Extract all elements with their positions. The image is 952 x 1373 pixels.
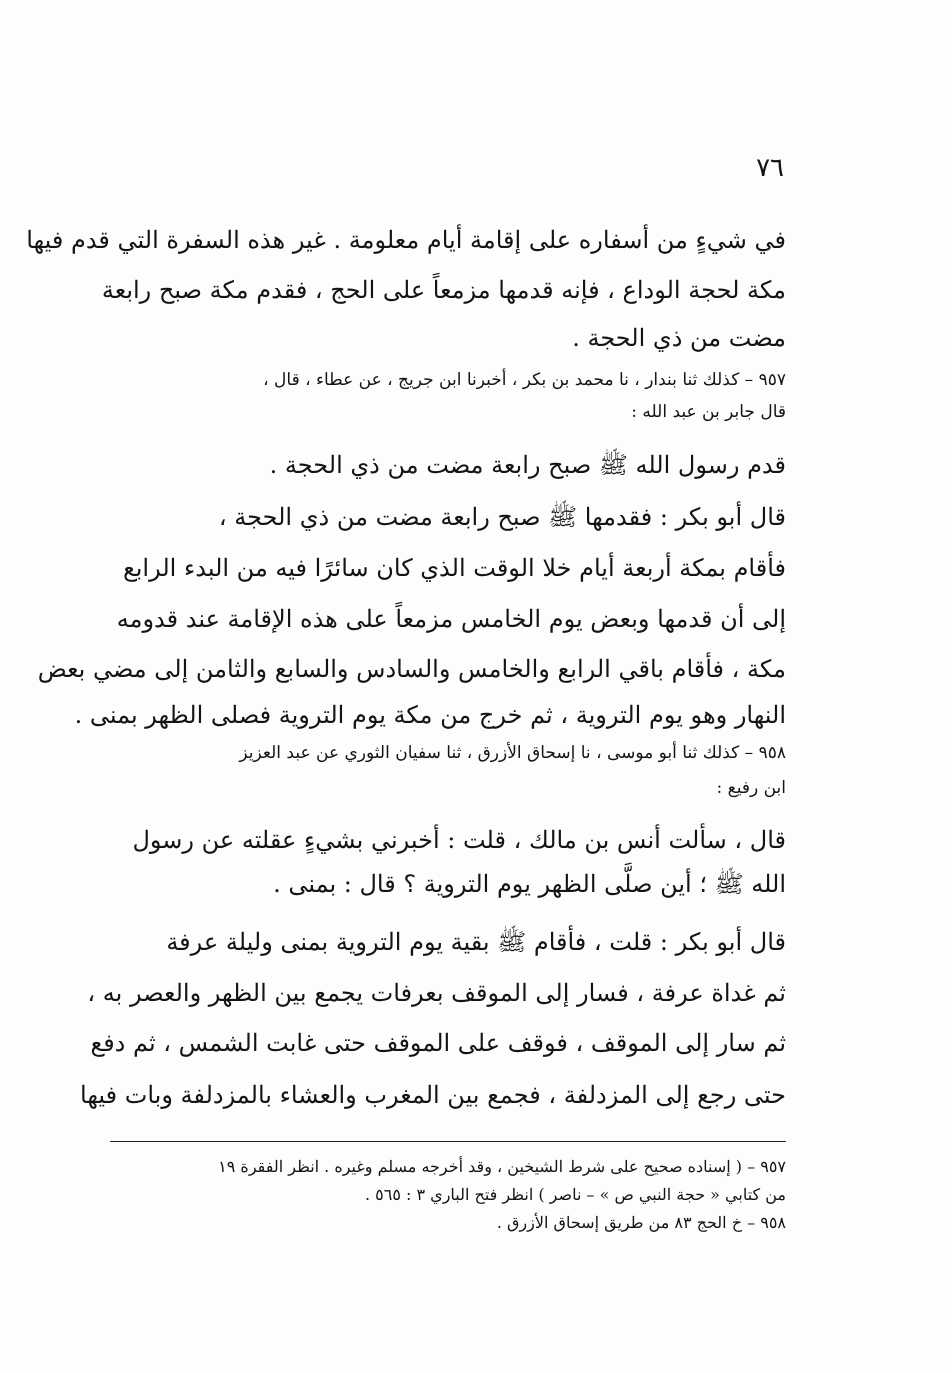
body-line: مضت من ذي الحجة . (572, 324, 786, 352)
body-line: مكة ، فأقام باقي الرابع والخامس والسادس والسابع والثامن إلى مضي بعض (37, 655, 786, 683)
body-line: مكة لحجة الوداع ، فإنه قدمها مزمعاً على الحج ، فقدم مكة صبح رابعة (101, 276, 786, 304)
body-line: النهار وهو يوم التروية ، ثم خرج من مكة يوم التروية فصلى الظهر بمنى . (74, 701, 786, 729)
body-line: قال أبو بكر : قلت ، فأقام ﷺ بقية يوم التروية بمنى وليلة عرفة (166, 928, 786, 956)
isnad-line: قال جابر بن عبد الله : (631, 402, 786, 422)
body-line: إلى أن قدمها وبعض يوم الخامس مزمعاً على هذه الإقامة عند قدومه (116, 605, 786, 633)
footnote-line: من كتابي « حجة النبي ص » – ناصر ) انظر فتح الباري ٣ : ٥٦٥ . (364, 1185, 786, 1204)
hadith-text-line: الله ﷺ ؛ أين صلَّى الظهر يوم التروية ؟ قال : بمنى . (273, 870, 786, 898)
footnote-line: ٩٥٧ – ( إسناده صحيح على شرط الشيخين ، وقد أخرجه مسلم وغيره . انظر الفقرة ١٩ (218, 1157, 786, 1176)
hadith-text-line: قال ، سألت أنس بن مالك ، قلت : أخبرني بشيءٍ عقلته عن رسول (132, 826, 786, 854)
body-line: قال أبو بكر : فقدمها ﷺ صبح رابعة مضت من ذي الحجة ، (218, 503, 786, 531)
isnad-line: ابن رفيع : (716, 778, 786, 798)
body-line: في شيءٍ من أسفاره على إقامة أيام معلومة . غير هذه السفرة التي قدم فيها (26, 226, 786, 254)
hadith-text-line: قدم رسول الله ﷺ صبح رابعة مضت من ذي الحجة . (269, 451, 786, 479)
body-line: حتى رجع إلى المزدلفة ، فجمع بين المغرب والعشاء بالمزدلفة وبات فيها (80, 1081, 786, 1109)
footnote-separator (110, 1141, 786, 1142)
page-number: ٧٦ (756, 153, 784, 183)
body-line: فأقام بمكة أربعة أيام خلا الوقت الذي كان سائرًا فيه من البدء الرابع (122, 554, 786, 582)
isnad-line: ٩٥٨ – كذلك ثنا أبو موسى ، نا إسحاق الأزرق ، ثنا سفيان الثوري عن عبد العزيز (239, 743, 786, 763)
isnad-line: ٩٥٧ – كذلك ثنا بندار ، نا محمد بن بكر ، أخبرنا ابن جريج ، عن عطاء ، قال ، (263, 370, 786, 390)
body-line: ثم سار إلى الموقف ، فوقف على الموقف حتى غابت الشمس ، ثم دفع (90, 1029, 786, 1057)
body-line: ثم غداة عرفة ، فسار إلى الموقف بعرفات يجمع بين الظهر والعصر به ، (87, 979, 786, 1007)
footnote-line: ٩٥٨ – خ الحج ٨٣ من طريق إسحاق الأزرق . (496, 1213, 786, 1232)
